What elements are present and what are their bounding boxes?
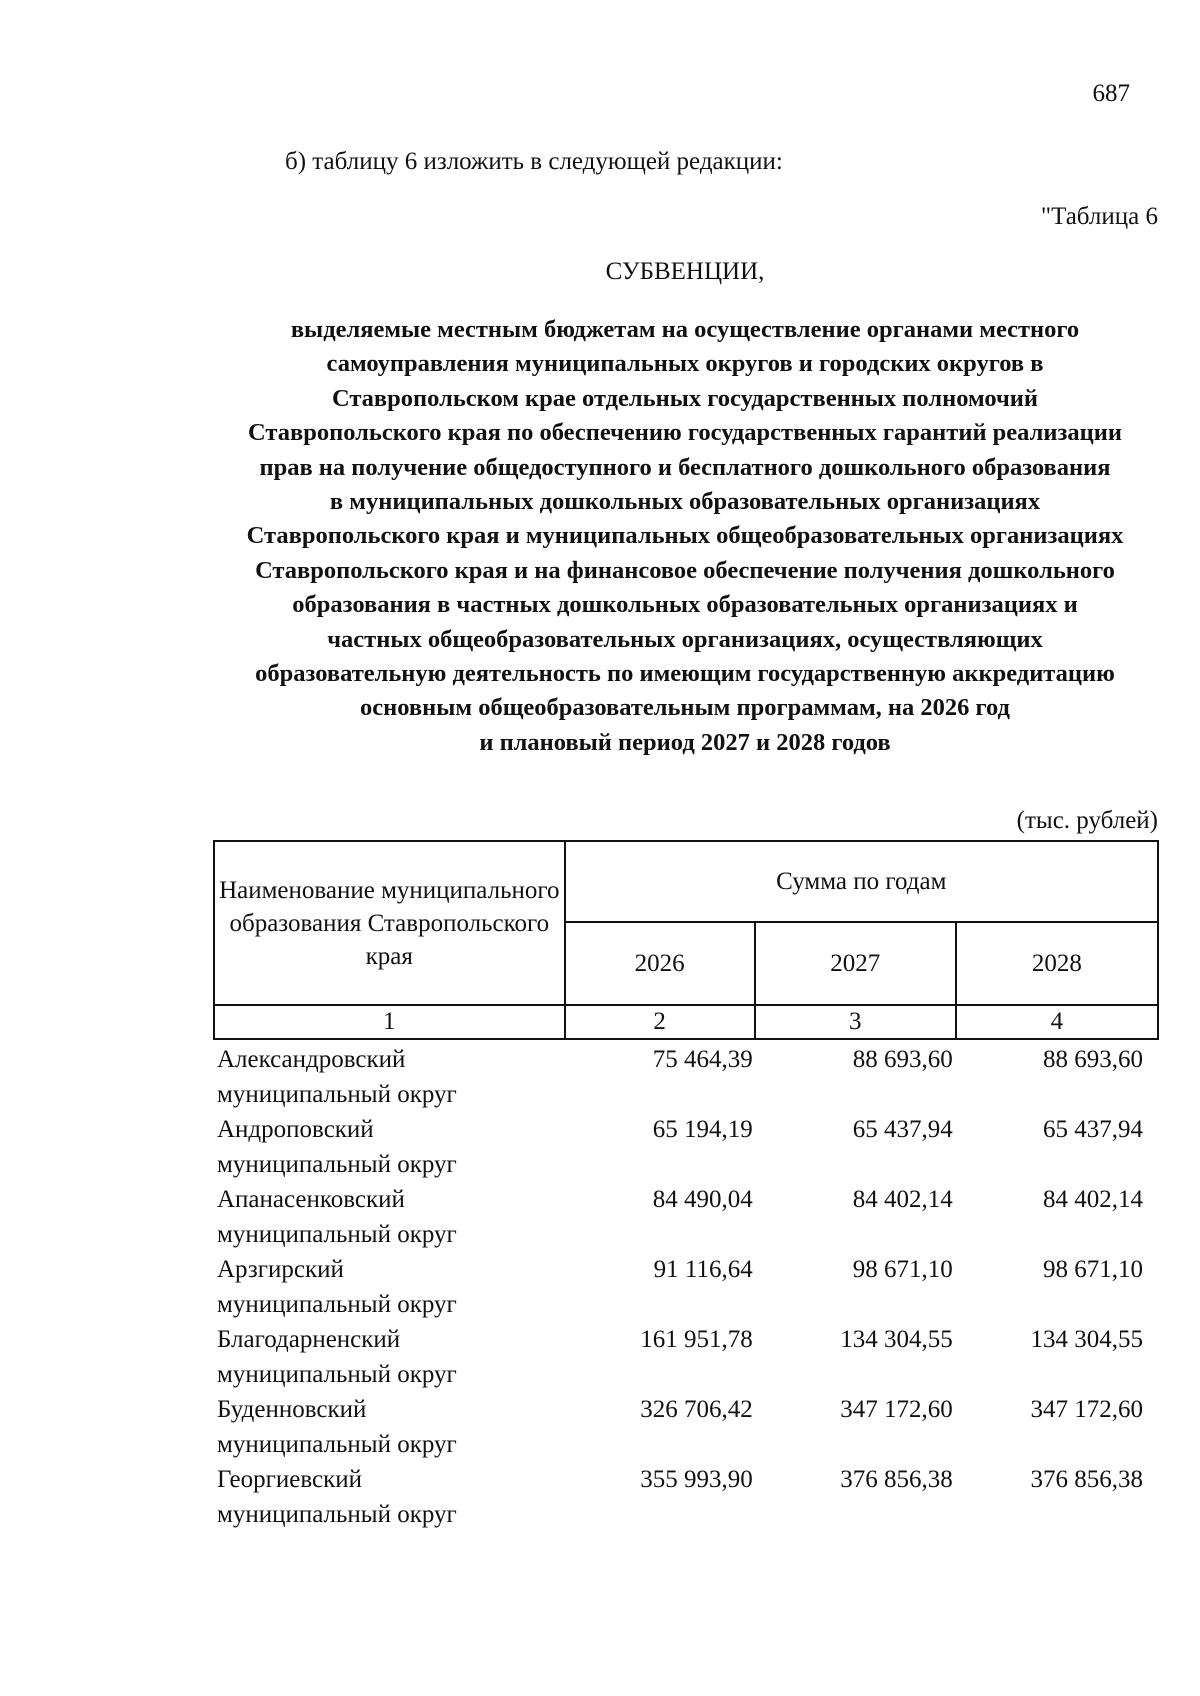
subsidies-table — [213, 840, 1159, 1532]
table-row — [214, 1112, 1158, 1182]
value-2028: 98 671,10 — [1043, 1256, 1143, 1283]
value-2027: 65 437,94 — [852, 1116, 953, 1143]
value-2026: 75 464,39 — [652, 1046, 753, 1073]
subtitle-line: Ставропольского края и на финансовое обеспечение получения дошкольного — [255, 556, 1115, 584]
column-number: 1 — [214, 1005, 565, 1039]
subtitle-line: Ставропольского края и муниципальных общеобразовательных организациях — [246, 522, 1124, 550]
subtitle-line: и плановый период 2027 и 2028 годов — [479, 728, 891, 756]
column-number: 2 — [565, 1005, 755, 1039]
value-2027: 98 671,10 — [852, 1256, 953, 1283]
header-year-2026: 2026 — [565, 922, 755, 1005]
value-2026: 355 993,90 — [640, 1466, 753, 1493]
value-2027: 134 304,55 — [840, 1326, 953, 1353]
subtitle-line: выделяемые местным бюджетам на осуществление органами местного — [290, 316, 1080, 343]
subtitle-line: образования в частных дошкольных образовательных организациях и — [292, 591, 1078, 619]
table-row — [214, 1252, 1158, 1322]
subtitle-line: частных общеобразовательных организациях, осуществляющих — [327, 625, 1043, 653]
value-2026: 91 116,64 — [653, 1256, 753, 1283]
municipality-name: Георгиевский муниципальный округ — [217, 1466, 457, 1528]
header-year-2027: 2027 — [755, 922, 956, 1005]
municipality-name: Арзгирский муниципальный округ — [217, 1256, 457, 1318]
value-2028: 84 402,14 — [1043, 1186, 1143, 1213]
value-2027: 84 402,14 — [852, 1186, 953, 1213]
subtitle-line: образовательную деятельность по имеющим государственную аккредитацию — [255, 660, 1115, 688]
column-number: 3 — [755, 1005, 956, 1039]
units-label: (тыс. рублей) — [1016, 807, 1158, 834]
municipality-name: Буденновский муниципальный округ — [217, 1396, 457, 1458]
table-row — [214, 1322, 1158, 1392]
subtitle-line: Ставропольском крае отдельных государственных полномочий — [331, 384, 1039, 412]
subtitle-line: самоуправления муниципальных округов и городских округов в — [326, 350, 1044, 378]
value-2026: 65 194,19 — [652, 1116, 753, 1143]
table-row — [214, 1182, 1158, 1252]
header-year-2028: 2028 — [956, 922, 1158, 1005]
municipality-name: Благодарненский муниципальный округ — [217, 1326, 457, 1388]
value-2028: 347 172,60 — [1030, 1396, 1143, 1423]
value-2027: 88 693,60 — [852, 1046, 953, 1073]
value-2028: 376 856,38 — [1030, 1466, 1143, 1493]
value-2026: 84 490,04 — [652, 1186, 753, 1213]
municipality-name: Андроповский муниципальный округ — [217, 1116, 457, 1178]
table-row — [214, 1462, 1158, 1532]
subtitle-line: прав на получение общедоступного и бесплатного дошкольного образования — [259, 453, 1111, 481]
page-number: 687 — [1092, 80, 1130, 107]
municipality-name: Александровский муниципальный округ — [217, 1046, 457, 1108]
value-2026: 326 706,42 — [640, 1396, 753, 1423]
value-2026: 161 951,78 — [640, 1326, 753, 1353]
table-reference: "Таблица 6 — [1040, 203, 1158, 230]
value-2028: 134 304,55 — [1030, 1326, 1143, 1353]
value-2027: 376 856,38 — [840, 1466, 953, 1493]
header-sum: Сумма по годам — [565, 841, 1158, 922]
value-2028: 65 437,94 — [1043, 1116, 1143, 1143]
table-row — [214, 1039, 1158, 1112]
header-name: Наименование муниципального образования Ставропольского края — [214, 841, 565, 1005]
municipality-name: Апанасенковский муниципальный округ — [217, 1186, 457, 1248]
document-subtitle — [200, 313, 1170, 760]
value-2028: 88 693,60 — [1043, 1046, 1143, 1073]
subtitle-line: в муниципальных дошкольных образовательных организациях — [329, 488, 1041, 516]
subtitle-line: Ставропольского края по обеспечению государственных гарантий реализации — [248, 419, 1122, 447]
table-row — [214, 1392, 1158, 1462]
document-title: СУБВЕНЦИИ, — [605, 258, 765, 285]
value-2027: 347 172,60 — [840, 1396, 953, 1423]
amendment-intro: б) таблицу 6 изложить в следующей редакции: — [285, 148, 783, 175]
subtitle-line: основным общеобразовательным программам, на 2026 год — [360, 694, 1010, 722]
column-number: 4 — [956, 1005, 1158, 1039]
